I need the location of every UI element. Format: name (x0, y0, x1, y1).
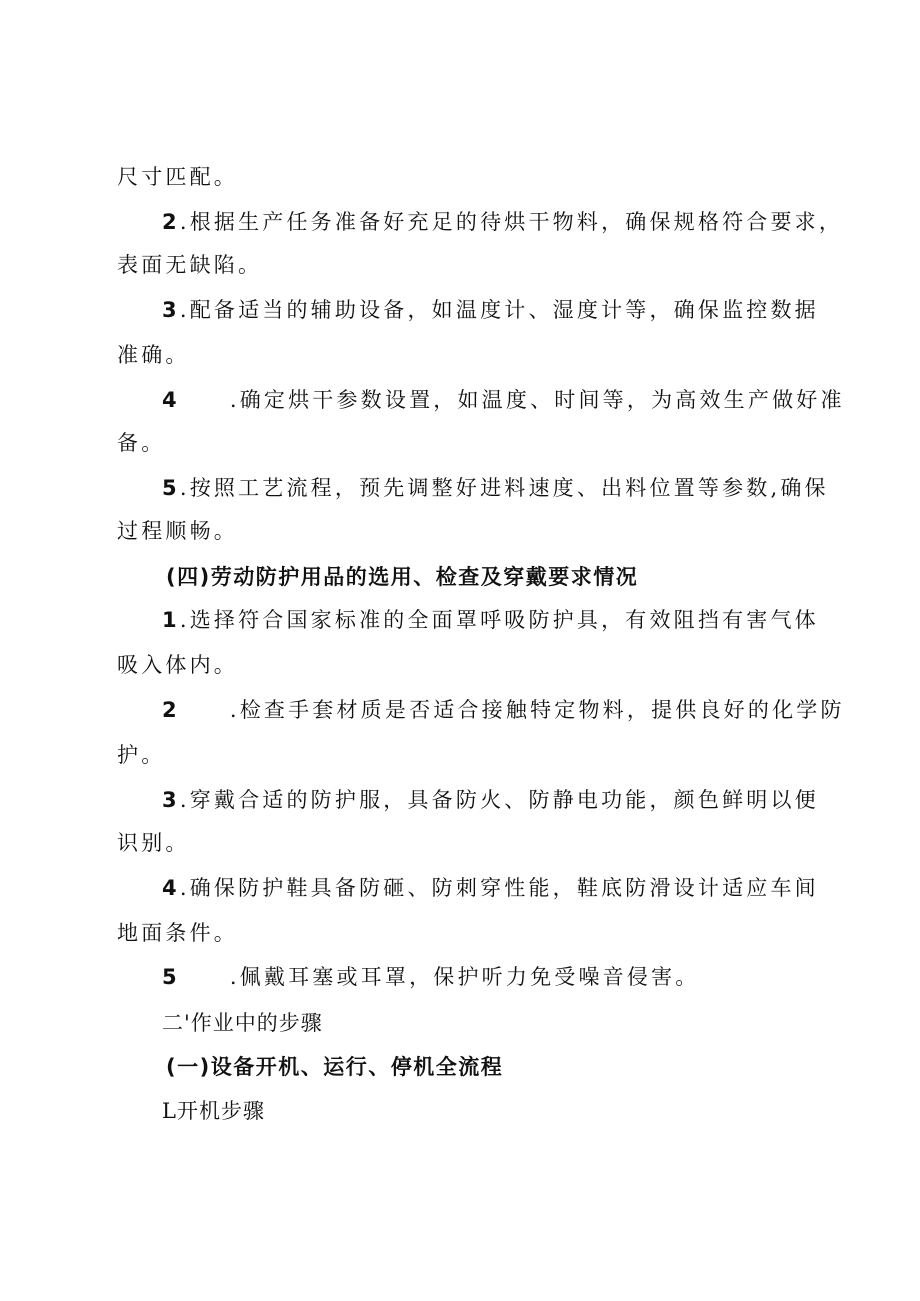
list-item-4 (162, 385, 845, 415)
line-text: .配备适当的辅助设备，如温度计、湿度计等，确保监控数据 (179, 298, 819, 322)
paragraph-line (117, 428, 165, 458)
list-number: 3 (162, 788, 180, 812)
line-text: 准确。 (117, 343, 190, 367)
heading-text: (四)劳动防护用品的选用、检查及穿戴要求情况 (166, 565, 639, 589)
paragraph-line (117, 650, 238, 680)
line-text: 识别。 (117, 831, 190, 855)
list-number: 2 (162, 210, 180, 234)
list-number: 1 (162, 608, 180, 632)
line-text: .按照工艺流程，预先调整好进料速度、出料位置等参数,确保 (179, 476, 829, 500)
list-number: 5 (162, 476, 180, 500)
list-number: 4 (162, 876, 180, 900)
subsection-heading-1 (166, 1052, 503, 1082)
line-text: .根据生产任务准备好充足的待烘干物料，确保规格符合要求， (179, 210, 844, 234)
list-item-3 (162, 295, 819, 325)
line-text: 吸入体内。 (117, 653, 238, 677)
line-text: 护。 (117, 743, 166, 767)
line-text: .确定烘干参数设置，如温度、时间等，为高效生产做好准 (229, 388, 845, 412)
paragraph-line (117, 162, 238, 192)
list-number: 5 (162, 965, 180, 989)
line-text: .穿戴合适的防护服，具备防火、防静电功能，颜色鲜明以便 (179, 788, 819, 812)
line-text: 过程顺畅。 (117, 519, 238, 543)
section-heading-4 (166, 562, 638, 592)
list-item-5 (162, 473, 829, 503)
paragraph-line (117, 918, 238, 948)
line-text: 备。 (117, 431, 166, 455)
heading-text: 二'作业中的步骤 (162, 1011, 323, 1035)
list-item-2 (162, 695, 845, 725)
line-text: .确保防护鞋具备防砸、防刺穿性能，鞋底防滑设计适应车间 (179, 876, 819, 900)
list-item-1 (162, 605, 819, 635)
list-item-2 (162, 207, 843, 237)
line-text: .佩戴耳塞或耳罩，保护听力免受噪音侵害。 (229, 965, 700, 989)
list-item-3 (162, 785, 819, 815)
line-text: .检查手套材质是否适合接触特定物料，提供良好的化学防 (229, 698, 845, 722)
paragraph-line (117, 340, 190, 370)
list-number: 2 (162, 698, 180, 722)
line-text: 地面条件。 (117, 921, 238, 945)
line-text: L开机步骤 (162, 1099, 265, 1123)
paragraph-line (117, 740, 165, 770)
paragraph-line (117, 250, 262, 280)
list-number: 4 (162, 388, 180, 412)
list-number: 3 (162, 298, 180, 322)
subsection-item (162, 1096, 265, 1126)
heading-text: (一)设备开机、运行、停机全流程 (166, 1055, 504, 1079)
line-text: 表面无缺陷。 (117, 253, 263, 277)
list-item-5 (162, 962, 700, 992)
line-text: .选择符合国家标准的全面罩呼吸防护具，有效阻挡有害气体 (179, 608, 819, 632)
paragraph-line (117, 828, 190, 858)
line-text: 尺寸匹配。 (117, 165, 238, 189)
section-heading-2 (162, 1008, 323, 1038)
list-item-4 (162, 873, 819, 903)
paragraph-line (117, 516, 238, 546)
